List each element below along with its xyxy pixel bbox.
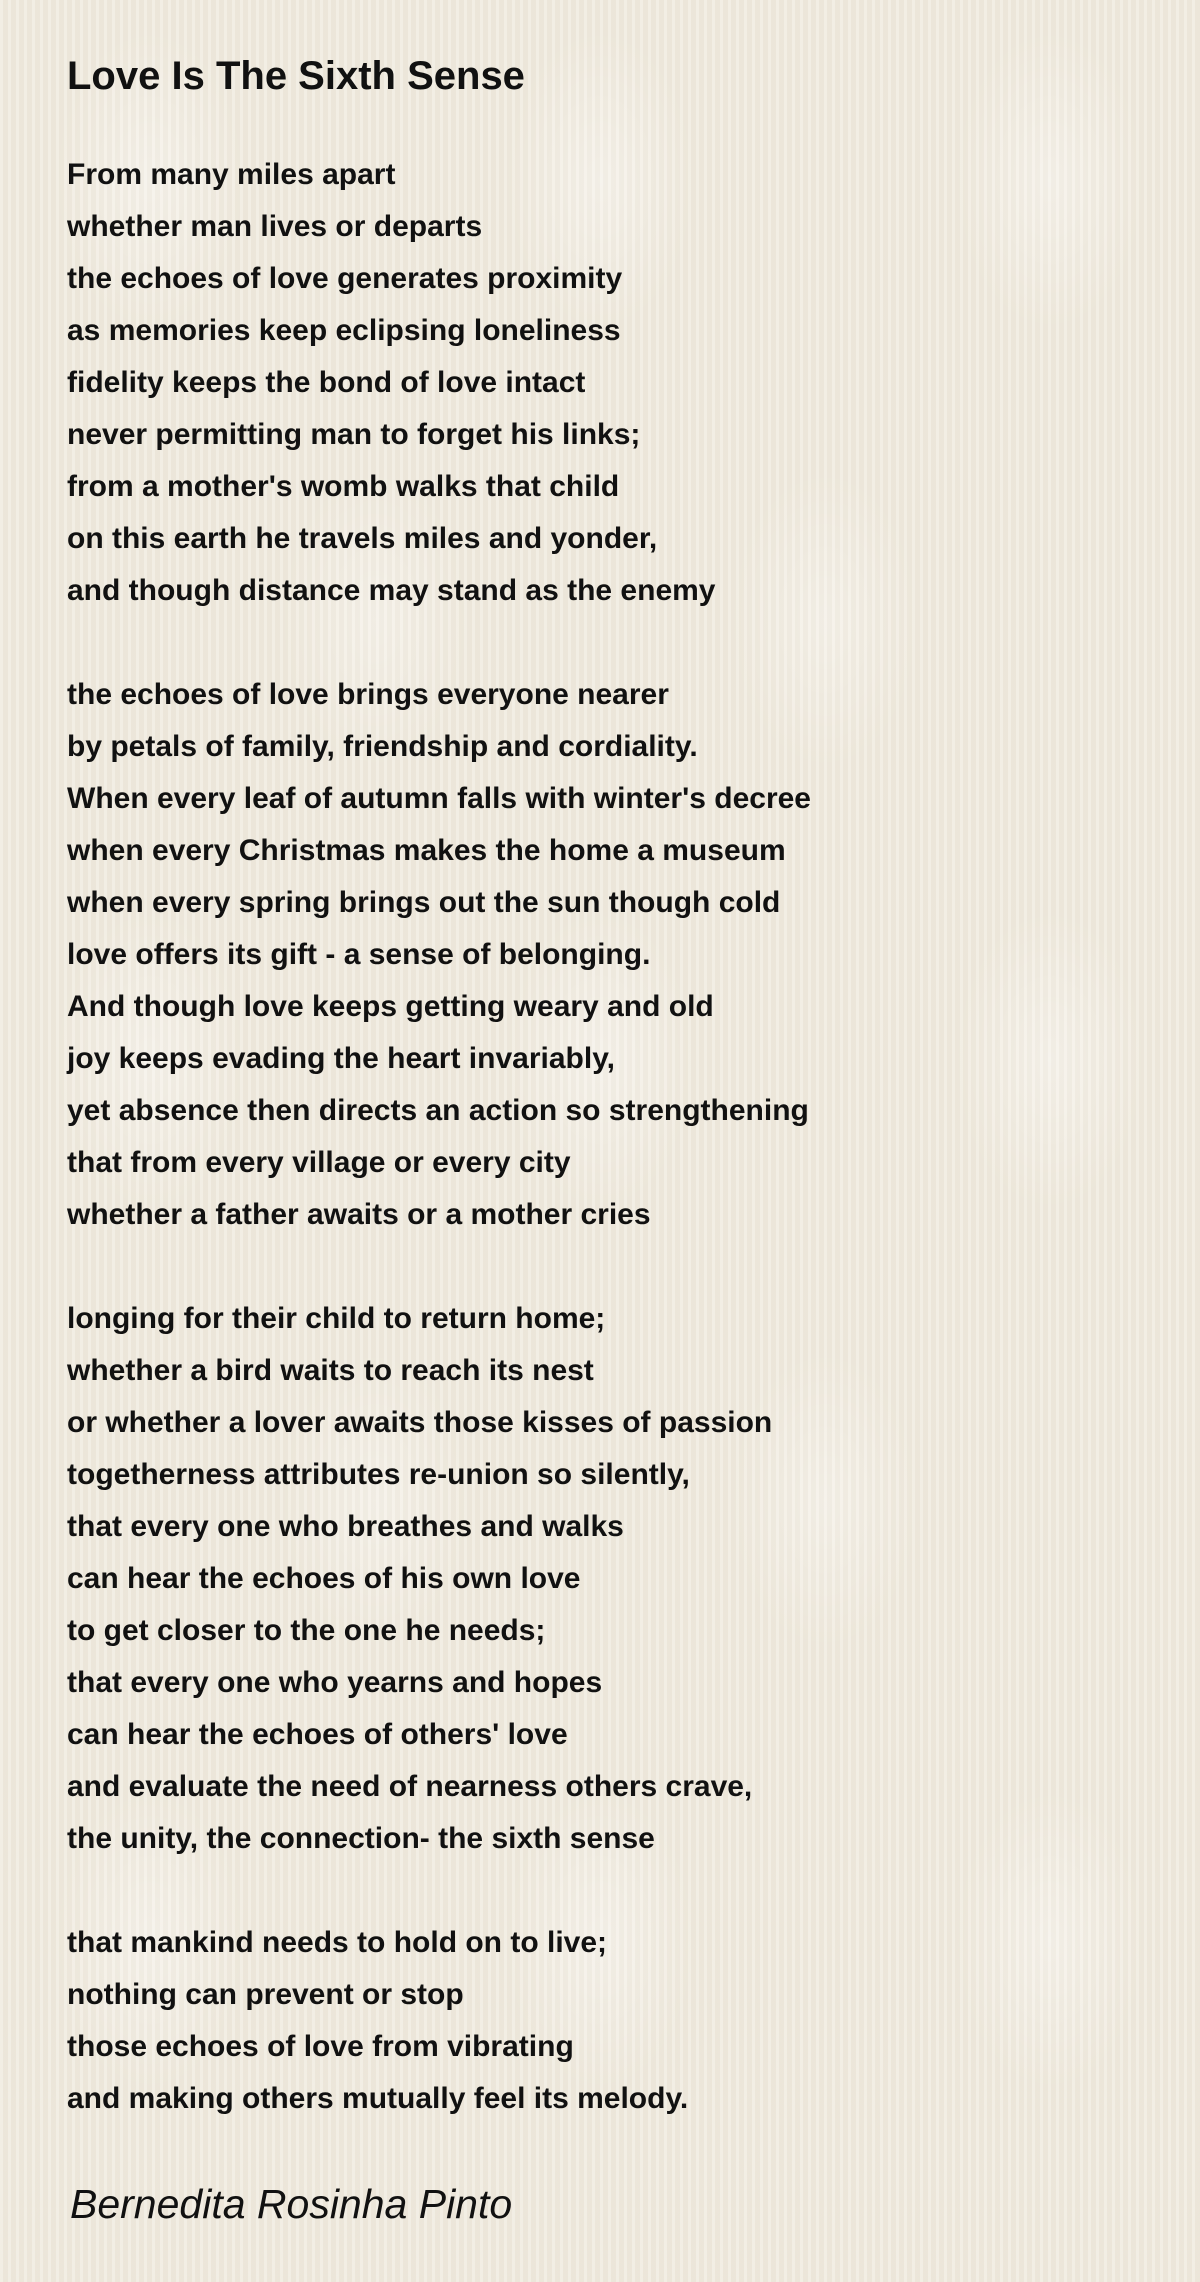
- poem-author: Bernedita Rosinha Pinto: [70, 2181, 513, 2227]
- poem-stanza: [67, 1917, 811, 2125]
- poem-line: whether a father awaits or a mother cries: [67, 1198, 651, 1231]
- poem-line: joy keeps evading the heart invariably,: [67, 1042, 615, 1075]
- poem-line: when every spring brings out the sun though cold: [67, 886, 781, 919]
- poem-line: or whether a lover awaits those kisses of passion: [67, 1406, 773, 1439]
- poem-line: From many miles apart: [67, 158, 396, 191]
- poem-line: by petals of family, friendship and cordiality.: [67, 730, 698, 763]
- poem-line: on this earth he travels miles and yonder,: [67, 522, 658, 555]
- poem-body: [67, 149, 811, 2177]
- poem-line: longing for their child to return home;: [67, 1302, 606, 1335]
- poem-stanza: [67, 149, 811, 617]
- poem-line: fidelity keeps the bond of love intact: [67, 366, 586, 399]
- poem-title: Love Is The Sixth Sense: [67, 54, 525, 98]
- poem-line: when every Christmas makes the home a museum: [67, 834, 786, 867]
- poem-line: the echoes of love brings everyone nearer: [67, 678, 669, 711]
- poem-line: that from every village or every city: [67, 1146, 571, 1179]
- poem-line: togetherness attributes re-union so silently,: [67, 1458, 690, 1491]
- poem-line: that every one who yearns and hopes: [67, 1666, 603, 1699]
- poem-line: those echoes of love from vibrating: [67, 2030, 574, 2063]
- poem-line: the unity, the connection- the sixth sense: [67, 1822, 655, 1855]
- poem-line: whether a bird waits to reach its nest: [67, 1354, 594, 1387]
- poem-line: can hear the echoes of his own love: [67, 1562, 581, 1595]
- poem-line: that mankind needs to hold on to live;: [67, 1926, 608, 1959]
- poem-line: and though distance may stand as the enemy: [67, 574, 716, 607]
- poem-line: and evaluate the need of nearness others crave,: [67, 1770, 753, 1803]
- poem-line: When every leaf of autumn falls with winter's decree: [67, 782, 811, 815]
- poem-line: And though love keeps getting weary and old: [67, 990, 714, 1023]
- poem-line: nothing can prevent or stop: [67, 1978, 464, 2011]
- poem-line: yet absence then directs an action so strengthening: [67, 1094, 809, 1127]
- poem-line: as memories keep eclipsing loneliness: [67, 314, 621, 347]
- poem-line: to get closer to the one he needs;: [67, 1614, 546, 1647]
- poem-line: and making others mutually feel its melody.: [67, 2082, 689, 2115]
- poem-line: from a mother's womb walks that child: [67, 470, 620, 503]
- poem-line: love offers its gift - a sense of belonging.: [67, 938, 651, 971]
- poem-line: can hear the echoes of others' love: [67, 1718, 568, 1751]
- poem-line: never permitting man to forget his links;: [67, 418, 641, 451]
- poem-line: whether man lives or departs: [67, 210, 483, 243]
- poem-stanza: [67, 1293, 811, 1865]
- poem-line: that every one who breathes and walks: [67, 1510, 624, 1543]
- poem-stanza: [67, 669, 811, 1241]
- poem-line: the echoes of love generates proximity: [67, 262, 623, 295]
